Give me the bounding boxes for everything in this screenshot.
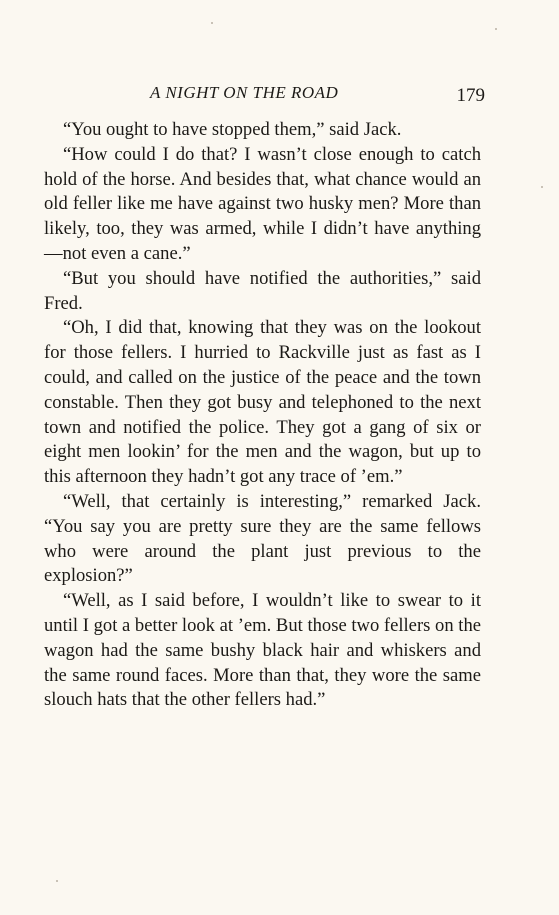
page-header [44,83,491,109]
paper-speck [495,28,497,30]
paragraph: “How could I do that? I wasn’t close enough to catch hold of the horse. And besides that, what chance would an old feller like me have against two husky men? More than likely, too, they was armed, while I didn’t have anything—not even a cane.” [44,143,481,264]
paragraph: “You ought to have stopped them,” said Jack. [63,119,402,140]
body-text [44,118,481,713]
paragraph: “Well, as I said before, I wouldn’t like to swear to it until I got a better look at ’em. But those two fellers on the wagon had the same bushy black hair and whiskers and the same round faces. More than that, they wore the same slouch hats that the other fellers had.” [44,590,481,711]
running-title: A NIGHT ON THE ROAD [150,83,339,102]
paragraph: “Well, that certainly is interesting,” remarked Jack. “You say you are pretty sure they are the same fellows who were around the plant just previous to the explosion?” [44,490,481,587]
paper-speck [541,186,543,188]
paper-speck [211,22,213,24]
paper-speck [56,880,58,882]
paragraph: “But you should have notified the authorities,” said Fred. [44,267,481,314]
paragraph: “Oh, I did that, knowing that they was on the lookout for those fellers. I hurried to Rackville just as fast as I could, and called on the justice of the peace and the town constable. Then they got busy and telephoned to the next town and notified the police. They got a gang of six or eight men lookin’ for the men and the wagon, but up to this afternoon they hadn’t got any trace of ’em.” [44,317,481,488]
page-number: 179 [456,85,485,106]
